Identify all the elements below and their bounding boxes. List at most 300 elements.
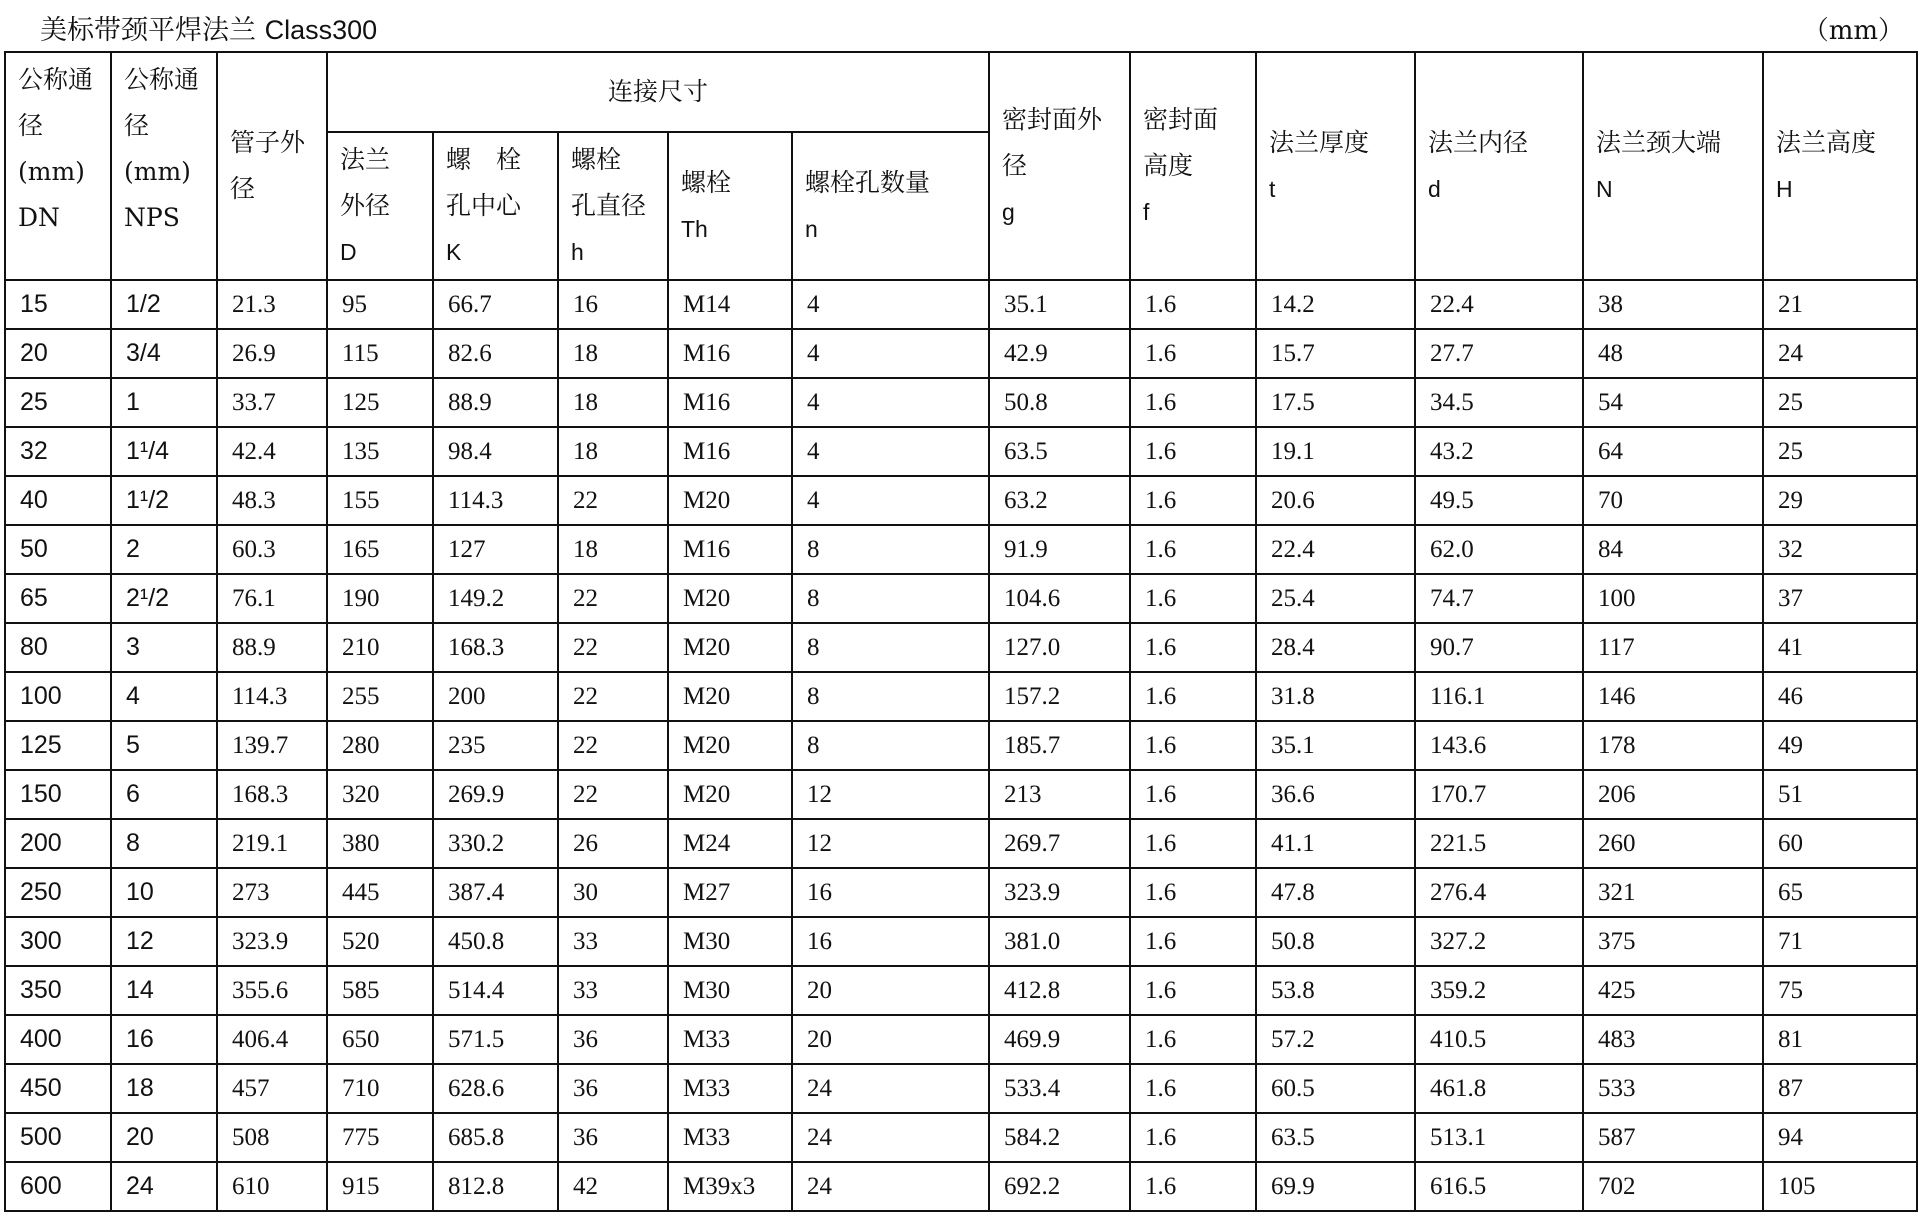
cell-flange-od: 915: [327, 1162, 433, 1211]
cell-bolt: M33: [668, 1064, 792, 1113]
cell-flange-height: 21: [1763, 280, 1917, 329]
cell-bolt-circle: 628.6: [433, 1064, 558, 1113]
cell-flange-od: 380: [327, 819, 433, 868]
cell-inner-diameter: 90.7: [1415, 623, 1583, 672]
cell-seal-od: 35.1: [989, 280, 1130, 329]
cell-bolt-count: 8: [792, 623, 989, 672]
cell-flange-height: 65: [1763, 868, 1917, 917]
cell-flange-height: 105: [1763, 1162, 1917, 1211]
table-row: [5, 917, 1917, 966]
cell-seal-od: 157.2: [989, 672, 1130, 721]
cell-seal-od: 213: [989, 770, 1130, 819]
cell-seal-od: 91.9: [989, 525, 1130, 574]
table-row: [5, 1162, 1917, 1211]
header-connection-size: 连接尺寸: [327, 52, 989, 132]
cell-pipe-od: 76.1: [217, 574, 327, 623]
cell-seal-height: 1.6: [1130, 1162, 1256, 1211]
cell-bolt-hole: 42: [558, 1162, 668, 1211]
cell-dn: 100: [5, 672, 111, 721]
cell-seal-od: 63.5: [989, 427, 1130, 476]
cell-thickness: 25.4: [1256, 574, 1415, 623]
cell-neck-diameter: 533: [1583, 1064, 1763, 1113]
cell-neck-diameter: 100: [1583, 574, 1763, 623]
cell-thickness: 22.4: [1256, 525, 1415, 574]
cell-bolt-count: 8: [792, 672, 989, 721]
cell-inner-diameter: 49.5: [1415, 476, 1583, 525]
cell-bolt-hole: 30: [558, 868, 668, 917]
cell-bolt: M39x3: [668, 1162, 792, 1211]
cell-seal-od: 127.0: [989, 623, 1130, 672]
cell-inner-diameter: 27.7: [1415, 329, 1583, 378]
cell-dn: 600: [5, 1162, 111, 1211]
header-flange-height: 法兰高度 H: [1763, 52, 1917, 280]
table-row: [5, 1064, 1917, 1113]
table-row: [5, 378, 1917, 427]
cell-bolt: M16: [668, 329, 792, 378]
cell-flange-od: 125: [327, 378, 433, 427]
cell-bolt: M20: [668, 672, 792, 721]
cell-neck-diameter: 702: [1583, 1162, 1763, 1211]
cell-seal-height: 1.6: [1130, 672, 1256, 721]
cell-flange-height: 49: [1763, 721, 1917, 770]
cell-bolt-count: 4: [792, 378, 989, 427]
cell-thickness: 19.1: [1256, 427, 1415, 476]
cell-flange-od: 190: [327, 574, 433, 623]
cell-seal-od: 584.2: [989, 1113, 1130, 1162]
cell-bolt: M20: [668, 623, 792, 672]
cell-dn: 25: [5, 378, 111, 427]
cell-neck-diameter: 587: [1583, 1113, 1763, 1162]
cell-bolt-circle: 127: [433, 525, 558, 574]
table-row: [5, 280, 1917, 329]
cell-nps: 24: [111, 1162, 217, 1211]
cell-thickness: 60.5: [1256, 1064, 1415, 1113]
cell-neck-diameter: 178: [1583, 721, 1763, 770]
cell-bolt: M27: [668, 868, 792, 917]
cell-bolt-count: 20: [792, 966, 989, 1015]
cell-seal-height: 1.6: [1130, 966, 1256, 1015]
cell-pipe-od: 457: [217, 1064, 327, 1113]
header-bolt: 螺栓 Th: [668, 132, 792, 280]
flange-dimension-table: [4, 51, 1918, 1212]
table-row: [5, 427, 1917, 476]
cell-pipe-od: 139.7: [217, 721, 327, 770]
cell-flange-od: 320: [327, 770, 433, 819]
cell-bolt: M20: [668, 476, 792, 525]
cell-flange-od: 165: [327, 525, 433, 574]
cell-flange-height: 60: [1763, 819, 1917, 868]
cell-seal-height: 1.6: [1130, 1015, 1256, 1064]
cell-flange-od: 650: [327, 1015, 433, 1064]
cell-bolt-hole: 18: [558, 378, 668, 427]
cell-pipe-od: 48.3: [217, 476, 327, 525]
cell-bolt-circle: 685.8: [433, 1113, 558, 1162]
cell-bolt-count: 16: [792, 868, 989, 917]
cell-bolt-hole: 22: [558, 574, 668, 623]
cell-bolt-hole: 22: [558, 623, 668, 672]
cell-thickness: 63.5: [1256, 1113, 1415, 1162]
header-bolt-circle: 螺 栓 孔中心 K: [433, 132, 558, 280]
cell-bolt-circle: 149.2: [433, 574, 558, 623]
cell-seal-od: 269.7: [989, 819, 1130, 868]
cell-bolt-count: 4: [792, 476, 989, 525]
cell-nps: 1/2: [111, 280, 217, 329]
cell-seal-od: 104.6: [989, 574, 1130, 623]
cell-flange-height: 29: [1763, 476, 1917, 525]
title-class: Class300: [264, 15, 378, 45]
cell-thickness: 36.6: [1256, 770, 1415, 819]
cell-inner-diameter: 221.5: [1415, 819, 1583, 868]
cell-thickness: 20.6: [1256, 476, 1415, 525]
table-row: [5, 623, 1917, 672]
cell-bolt-count: 4: [792, 280, 989, 329]
cell-nps: 2: [111, 525, 217, 574]
cell-bolt: M30: [668, 966, 792, 1015]
cell-dn: 500: [5, 1113, 111, 1162]
cell-dn: 150: [5, 770, 111, 819]
cell-neck-diameter: 48: [1583, 329, 1763, 378]
cell-thickness: 28.4: [1256, 623, 1415, 672]
cell-neck-diameter: 321: [1583, 868, 1763, 917]
cell-pipe-od: 42.4: [217, 427, 327, 476]
table-row: [5, 770, 1917, 819]
cell-seal-od: 381.0: [989, 917, 1130, 966]
cell-nps: 3: [111, 623, 217, 672]
cell-flange-od: 255: [327, 672, 433, 721]
cell-flange-od: 585: [327, 966, 433, 1015]
cell-seal-od: 42.9: [989, 329, 1130, 378]
cell-dn: 65: [5, 574, 111, 623]
cell-seal-od: 412.8: [989, 966, 1130, 1015]
cell-seal-od: 692.2: [989, 1162, 1130, 1211]
cell-inner-diameter: 616.5: [1415, 1162, 1583, 1211]
cell-flange-height: 81: [1763, 1015, 1917, 1064]
cell-neck-diameter: 64: [1583, 427, 1763, 476]
cell-bolt-circle: 514.4: [433, 966, 558, 1015]
cell-flange-height: 24: [1763, 329, 1917, 378]
cell-dn: 125: [5, 721, 111, 770]
cell-flange-height: 37: [1763, 574, 1917, 623]
cell-bolt: M20: [668, 770, 792, 819]
cell-seal-height: 1.6: [1130, 868, 1256, 917]
header-bolt-hole: 螺栓 孔直径 h: [558, 132, 668, 280]
cell-bolt-circle: 571.5: [433, 1015, 558, 1064]
cell-flange-height: 87: [1763, 1064, 1917, 1113]
cell-inner-diameter: 276.4: [1415, 868, 1583, 917]
table-row: [5, 868, 1917, 917]
cell-dn: 300: [5, 917, 111, 966]
cell-seal-height: 1.6: [1130, 329, 1256, 378]
cell-neck-diameter: 483: [1583, 1015, 1763, 1064]
cell-bolt-circle: 168.3: [433, 623, 558, 672]
cell-flange-od: 445: [327, 868, 433, 917]
cell-bolt-count: 12: [792, 819, 989, 868]
cell-bolt-hole: 16: [558, 280, 668, 329]
cell-flange-od: 710: [327, 1064, 433, 1113]
cell-neck-diameter: 84: [1583, 525, 1763, 574]
cell-nps: 3/4: [111, 329, 217, 378]
cell-flange-height: 41: [1763, 623, 1917, 672]
cell-thickness: 17.5: [1256, 378, 1415, 427]
cell-dn: 400: [5, 1015, 111, 1064]
cell-inner-diameter: 34.5: [1415, 378, 1583, 427]
cell-bolt-circle: 66.7: [433, 280, 558, 329]
cell-nps: 4: [111, 672, 217, 721]
cell-dn: 80: [5, 623, 111, 672]
cell-bolt-circle: 88.9: [433, 378, 558, 427]
cell-bolt-hole: 22: [558, 476, 668, 525]
table-row: [5, 574, 1917, 623]
cell-thickness: 47.8: [1256, 868, 1415, 917]
cell-thickness: 41.1: [1256, 819, 1415, 868]
cell-nps: 1: [111, 378, 217, 427]
cell-dn: 15: [5, 280, 111, 329]
cell-bolt-hole: 36: [558, 1015, 668, 1064]
header-inner-diameter: 法兰内径 d: [1415, 52, 1583, 280]
header-pipe-od: 管子外 径: [217, 52, 327, 280]
cell-bolt-hole: 33: [558, 917, 668, 966]
cell-bolt-hole: 26: [558, 819, 668, 868]
cell-bolt-circle: 200: [433, 672, 558, 721]
cell-bolt-hole: 22: [558, 721, 668, 770]
cell-thickness: 57.2: [1256, 1015, 1415, 1064]
cell-nps: 12: [111, 917, 217, 966]
table-row: [5, 1113, 1917, 1162]
cell-neck-diameter: 206: [1583, 770, 1763, 819]
cell-nps: 6: [111, 770, 217, 819]
cell-flange-od: 95: [327, 280, 433, 329]
cell-bolt-circle: 450.8: [433, 917, 558, 966]
cell-bolt-hole: 18: [558, 329, 668, 378]
cell-pipe-od: 60.3: [217, 525, 327, 574]
table-row: [5, 672, 1917, 721]
cell-seal-height: 1.6: [1130, 770, 1256, 819]
cell-inner-diameter: 359.2: [1415, 966, 1583, 1015]
table-body: [5, 280, 1917, 1211]
cell-seal-height: 1.6: [1130, 721, 1256, 770]
cell-thickness: 35.1: [1256, 721, 1415, 770]
cell-bolt-count: 24: [792, 1113, 989, 1162]
cell-seal-od: 185.7: [989, 721, 1130, 770]
cell-nps: 14: [111, 966, 217, 1015]
cell-bolt: M33: [668, 1113, 792, 1162]
cell-seal-height: 1.6: [1130, 427, 1256, 476]
cell-flange-od: 775: [327, 1113, 433, 1162]
cell-flange-height: 94: [1763, 1113, 1917, 1162]
cell-inner-diameter: 143.6: [1415, 721, 1583, 770]
cell-pipe-od: 219.1: [217, 819, 327, 868]
cell-bolt-hole: 18: [558, 525, 668, 574]
cell-thickness: 14.2: [1256, 280, 1415, 329]
cell-seal-height: 1.6: [1130, 378, 1256, 427]
cell-bolt-circle: 98.4: [433, 427, 558, 476]
cell-dn: 200: [5, 819, 111, 868]
cell-pipe-od: 168.3: [217, 770, 327, 819]
cell-thickness: 50.8: [1256, 917, 1415, 966]
cell-seal-od: 469.9: [989, 1015, 1130, 1064]
cell-inner-diameter: 327.2: [1415, 917, 1583, 966]
cell-thickness: 15.7: [1256, 329, 1415, 378]
cell-bolt: M16: [668, 427, 792, 476]
cell-seal-height: 1.6: [1130, 819, 1256, 868]
cell-flange-od: 210: [327, 623, 433, 672]
cell-flange-height: 32: [1763, 525, 1917, 574]
cell-neck-diameter: 425: [1583, 966, 1763, 1015]
cell-neck-diameter: 70: [1583, 476, 1763, 525]
cell-neck-diameter: 117: [1583, 623, 1763, 672]
cell-flange-height: 25: [1763, 378, 1917, 427]
cell-pipe-od: 114.3: [217, 672, 327, 721]
cell-dn: 20: [5, 329, 111, 378]
cell-nps: 16: [111, 1015, 217, 1064]
cell-neck-diameter: 375: [1583, 917, 1763, 966]
header-bolt-count: 螺栓孔数量 n: [792, 132, 989, 280]
cell-flange-height: 75: [1763, 966, 1917, 1015]
cell-bolt-count: 4: [792, 427, 989, 476]
cell-neck-diameter: 146: [1583, 672, 1763, 721]
cell-seal-height: 1.6: [1130, 476, 1256, 525]
cell-bolt-count: 20: [792, 1015, 989, 1064]
cell-bolt-circle: 330.2: [433, 819, 558, 868]
cell-pipe-od: 26.9: [217, 329, 327, 378]
cell-dn: 32: [5, 427, 111, 476]
cell-bolt-circle: 269.9: [433, 770, 558, 819]
cell-nps: 18: [111, 1064, 217, 1113]
cell-neck-diameter: 260: [1583, 819, 1763, 868]
unit-label: （mm）: [1802, 16, 1904, 46]
cell-flange-height: 46: [1763, 672, 1917, 721]
cell-nps: 8: [111, 819, 217, 868]
cell-neck-diameter: 38: [1583, 280, 1763, 329]
cell-inner-diameter: 513.1: [1415, 1113, 1583, 1162]
cell-flange-height: 51: [1763, 770, 1917, 819]
cell-inner-diameter: 410.5: [1415, 1015, 1583, 1064]
header-seal-height: 密封面 高度 f: [1130, 52, 1256, 280]
cell-seal-od: 533.4: [989, 1064, 1130, 1113]
cell-bolt: M20: [668, 721, 792, 770]
title-cn: 美标带颈平焊法兰: [40, 15, 265, 46]
cell-bolt-count: 24: [792, 1162, 989, 1211]
table-row: [5, 329, 1917, 378]
cell-inner-diameter: 62.0: [1415, 525, 1583, 574]
cell-inner-diameter: 170.7: [1415, 770, 1583, 819]
cell-pipe-od: 323.9: [217, 917, 327, 966]
cell-nps: 2¹/2: [111, 574, 217, 623]
header-seal-od: 密封面外 径 g: [989, 52, 1130, 280]
cell-bolt-hole: 22: [558, 672, 668, 721]
cell-pipe-od: 88.9: [217, 623, 327, 672]
cell-dn: 50: [5, 525, 111, 574]
cell-bolt: M24: [668, 819, 792, 868]
cell-bolt-hole: 36: [558, 1064, 668, 1113]
cell-pipe-od: 33.7: [217, 378, 327, 427]
cell-flange-od: 135: [327, 427, 433, 476]
cell-bolt-circle: 812.8: [433, 1162, 558, 1211]
cell-seal-height: 1.6: [1130, 623, 1256, 672]
cell-seal-height: 1.6: [1130, 525, 1256, 574]
table-row: [5, 525, 1917, 574]
cell-thickness: 53.8: [1256, 966, 1415, 1015]
cell-flange-height: 71: [1763, 917, 1917, 966]
cell-inner-diameter: 461.8: [1415, 1064, 1583, 1113]
document-title: [40, 8, 377, 47]
cell-seal-height: 1.6: [1130, 917, 1256, 966]
cell-flange-od: 520: [327, 917, 433, 966]
cell-thickness: 69.9: [1256, 1162, 1415, 1211]
cell-pipe-od: 21.3: [217, 280, 327, 329]
cell-bolt-count: 16: [792, 917, 989, 966]
cell-pipe-od: 508: [217, 1113, 327, 1162]
cell-bolt-circle: 114.3: [433, 476, 558, 525]
cell-seal-od: 50.8: [989, 378, 1130, 427]
header-flange-od: 法兰 外径 D: [327, 132, 433, 280]
cell-flange-od: 280: [327, 721, 433, 770]
cell-seal-od: 63.2: [989, 476, 1130, 525]
header-nps: 公称通 径(mm) NPS: [111, 52, 217, 280]
cell-bolt-circle: 235: [433, 721, 558, 770]
cell-bolt: M30: [668, 917, 792, 966]
cell-bolt-count: 12: [792, 770, 989, 819]
cell-bolt-circle: 82.6: [433, 329, 558, 378]
table-row: [5, 721, 1917, 770]
cell-flange-od: 155: [327, 476, 433, 525]
cell-bolt-hole: 22: [558, 770, 668, 819]
cell-bolt-hole: 18: [558, 427, 668, 476]
cell-inner-diameter: 43.2: [1415, 427, 1583, 476]
cell-dn: 250: [5, 868, 111, 917]
cell-nps: 20: [111, 1113, 217, 1162]
cell-flange-height: 25: [1763, 427, 1917, 476]
cell-pipe-od: 273: [217, 868, 327, 917]
cell-thickness: 31.8: [1256, 672, 1415, 721]
cell-bolt-count: 8: [792, 574, 989, 623]
cell-bolt-count: 24: [792, 1064, 989, 1113]
cell-nps: 1¹/2: [111, 476, 217, 525]
cell-seal-height: 1.6: [1130, 1113, 1256, 1162]
cell-dn: 40: [5, 476, 111, 525]
table-row: [5, 476, 1917, 525]
cell-seal-height: 1.6: [1130, 280, 1256, 329]
header-neck-diameter: 法兰颈大端 N: [1583, 52, 1763, 280]
cell-seal-od: 323.9: [989, 868, 1130, 917]
cell-bolt-count: 8: [792, 525, 989, 574]
cell-bolt: M16: [668, 525, 792, 574]
cell-pipe-od: 610: [217, 1162, 327, 1211]
header-thickness: 法兰厚度 t: [1256, 52, 1415, 280]
cell-bolt-count: 8: [792, 721, 989, 770]
table-row: [5, 966, 1917, 1015]
cell-bolt-hole: 33: [558, 966, 668, 1015]
cell-nps: 10: [111, 868, 217, 917]
cell-bolt: M33: [668, 1015, 792, 1064]
cell-inner-diameter: 22.4: [1415, 280, 1583, 329]
cell-nps: 1¹/4: [111, 427, 217, 476]
cell-seal-height: 1.6: [1130, 1064, 1256, 1113]
table-row: [5, 819, 1917, 868]
cell-bolt-hole: 36: [558, 1113, 668, 1162]
cell-bolt-count: 4: [792, 329, 989, 378]
cell-inner-diameter: 74.7: [1415, 574, 1583, 623]
table-row: [5, 1015, 1917, 1064]
cell-dn: 450: [5, 1064, 111, 1113]
cell-seal-height: 1.6: [1130, 574, 1256, 623]
cell-nps: 5: [111, 721, 217, 770]
cell-pipe-od: 355.6: [217, 966, 327, 1015]
cell-inner-diameter: 116.1: [1415, 672, 1583, 721]
cell-bolt: M14: [668, 280, 792, 329]
cell-bolt: M16: [668, 378, 792, 427]
cell-dn: 350: [5, 966, 111, 1015]
